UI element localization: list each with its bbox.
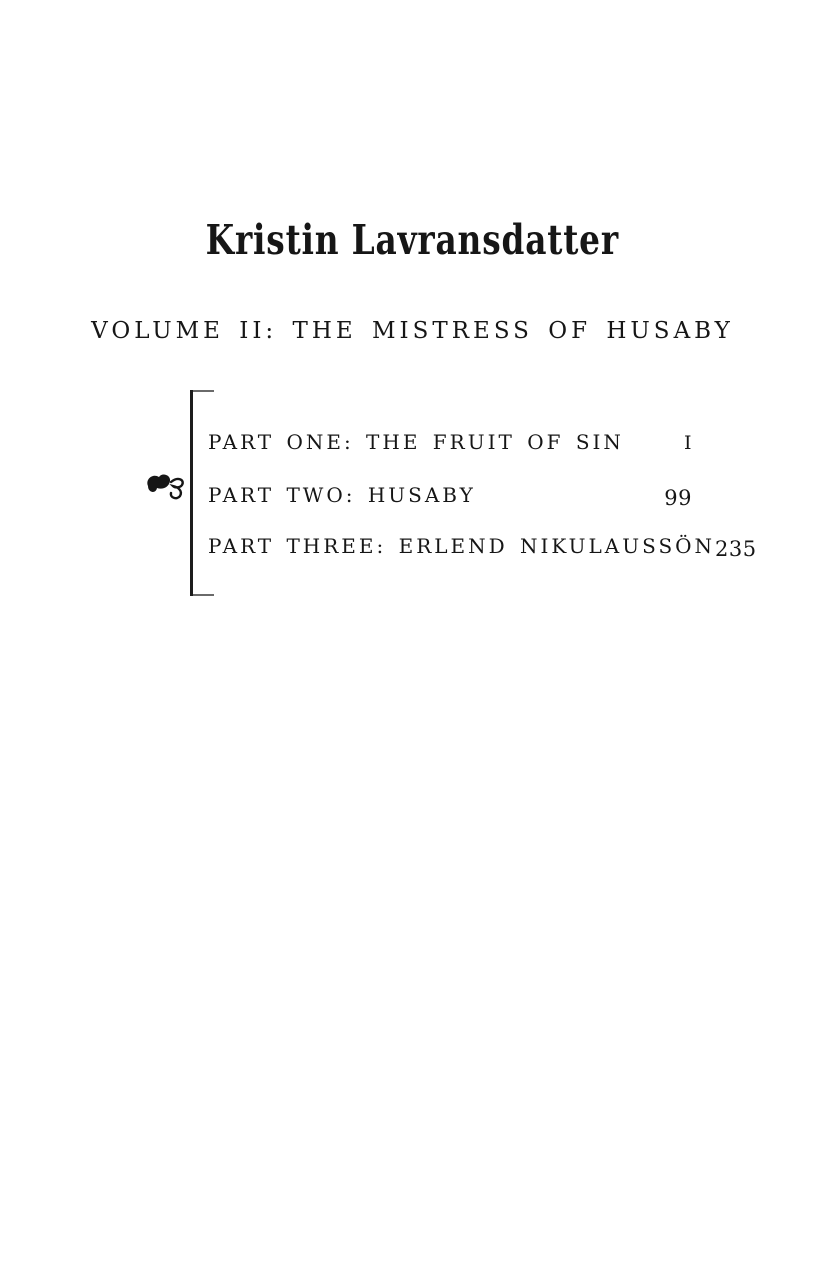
toc-entry-label: PART TWO: HUSABY (208, 483, 476, 507)
toc-entry (208, 483, 692, 510)
volume-subtitle: VOLUME II: THE MISTRESS OF HUSABY (91, 318, 734, 344)
book-title (0, 216, 825, 265)
toc-entry-page-number: 235 (715, 537, 757, 561)
toc-entry (208, 430, 692, 454)
toc-entry-page-number: 99 (664, 486, 692, 510)
book-title-text: Kristin Lavransdatter (205, 216, 620, 264)
toc-entry-label: PART ONE: THE FRUIT OF SIN (208, 430, 624, 454)
toc-entry-label: PART THREE: ERLEND NIKULAUSSÖN (208, 534, 716, 558)
hedera-leaf-icon (144, 472, 188, 508)
toc-entry (208, 534, 757, 561)
toc-entry-page-number: I (683, 432, 692, 454)
